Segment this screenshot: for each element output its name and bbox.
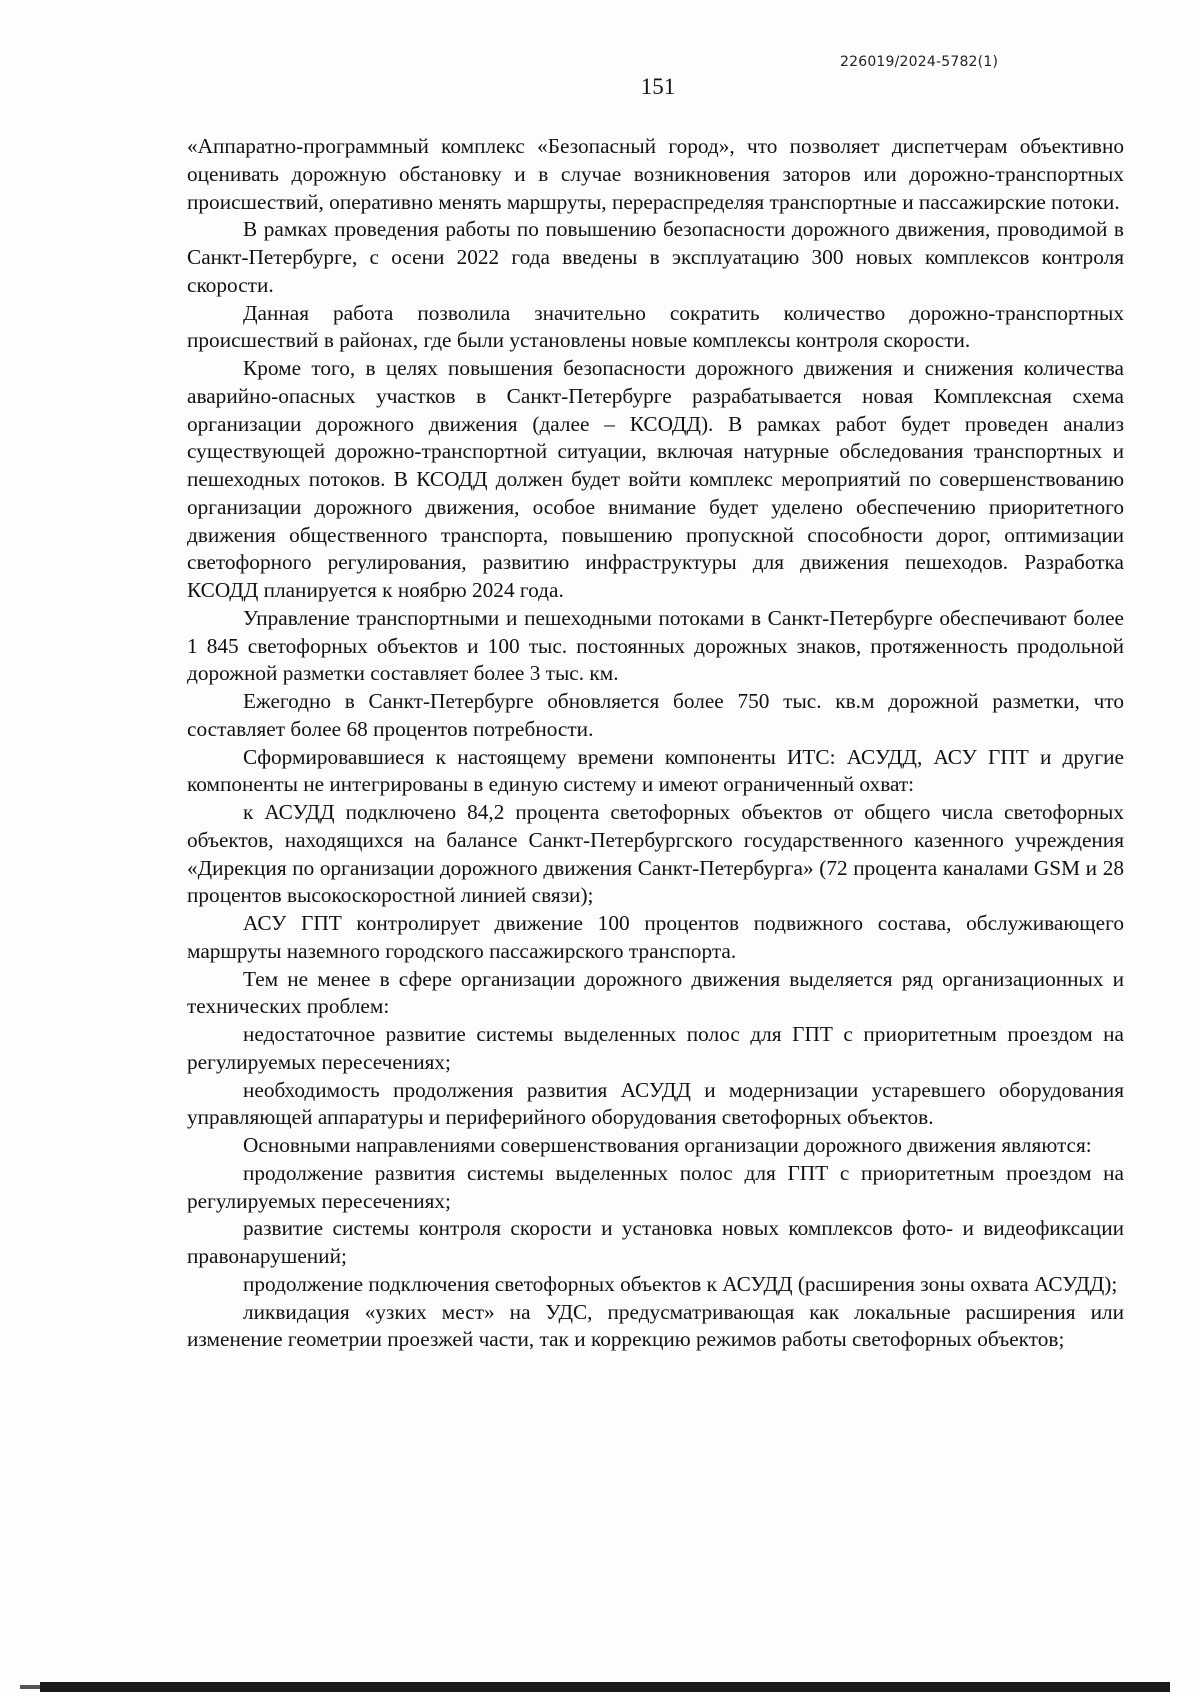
paragraph: Управление транспортными и пешеходными потоками в Санкт-Петербурге обеспечивают более 1 845 светофорных объектов и 100 тыс. постоянных дорожных знаков, протяженность продольной дорожной разметки составляет более 3 тыс. км.	[187, 605, 1124, 686]
list-item: АСУ ГПТ контролирует движение 100 процентов подвижного состава, обслуживающего маршруты наземного городского пассажирского транспорта.	[187, 911, 1124, 963]
list-item: недостаточное развитие системы выделенных полос для ГПТ с приоритетным проездом на регулируемых пересечениях;	[187, 1022, 1124, 1074]
paragraph: «Аппаратно-программный комплекс «Безопасный город», что позволяет диспетчерам объективно оценивать дорожную обстановку и в случае возникновения заторов или дорожно-транспортных происшествий, оперативно менять маршруты, перераспределяя транспортные и пассажирские потоки.	[187, 134, 1124, 214]
list-item: необходимость продолжения развития АСУДД и модернизации устаревшего оборудования управляющей аппаратуры и периферийного оборудования светофорных объектов.	[187, 1077, 1124, 1130]
paragraph: Основными направлениями совершенствования организации дорожного движения являются:	[243, 1133, 1092, 1157]
list-item: продолжение подключения светофорных объектов к АСУДД (расширения зоны охвата АСУДД);	[243, 1271, 1118, 1296]
document-body	[187, 133, 1124, 1354]
paragraph: Сформировавшиеся к настоящему времени компоненты ИТС: АСУДД, АСУ ГПТ и другие компоненты не интегрированы в единую систему и имеют ограниченный охват:	[187, 744, 1124, 797]
paragraph: Кроме того, в целях повышения безопасности дорожного движения и снижения количества аварийно-опасных участков в Санкт-Петербурге разрабатывается новая Комплексная схема организации дорожного движения (далее – КСОДД). В рамках работ будет проведен анализ существующей дорожно-транспортной ситуации, включая натурные обследования транспортных и пешеходных потоков. В КСОДД должен будет войти комплекс мероприятий по совершенствованию организации дорожного движения, особое внимание будет уделено обеспечению приоритетного движения общественного транспорта, повышению пропускной способности дорог, оптимизации светофорного регулирования, развитию инфраструктуры для движения пешеходов. Разработка КСОДД планируется к ноябрю 2024 года.	[187, 356, 1124, 602]
paragraph: Данная работа позволила значительно сократить количество дорожно-транспортных происшествий в районах, где были установлены новые комплексы контроля скорости.	[187, 300, 1124, 353]
paragraph: Тем не менее в сфере организации дорожного движения выделяется ряд организационных и технических проблем:	[187, 966, 1124, 1019]
document-registration-number: 226019/2024-5782(1)	[840, 54, 999, 70]
list-item: развитие системы контроля скорости и установка новых комплексов фото- и видеофиксации правонарушений;	[187, 1216, 1124, 1268]
list-item: продолжение развития системы выделенных полос для ГПТ с приоритетным проездом на регулируемых пересечениях;	[187, 1160, 1124, 1213]
paragraph: В рамках проведения работы по повышению безопасности дорожного движения, проводимой в Санкт-Петербурге, с осени 2022 года введены в эксплуатацию 300 новых комплексов контроля скорости.	[187, 217, 1124, 297]
scan-edge-bar	[40, 1682, 1170, 1692]
list-item: ликвидация «узких мест» на УДС, предусматривающая как локальные расширения или изменение геометрии проезжей части, так и коррекцию режимов работы светофорных объектов;	[187, 1299, 1124, 1352]
paragraph: Ежегодно в Санкт-Петербурге обновляется более 750 тыс. кв.м дорожной разметки, что составляет более 68 процентов потребности.	[187, 689, 1124, 741]
page-number: 151	[640, 74, 676, 99]
list-item: к АСУДД подключено 84,2 процента светофорных объектов от общего числа светофорных объектов, находящихся на балансе Санкт-Петербургского государственного казенного учреждения «Дирекция по организации дорожного движения Санкт-Петербурга» (72 процента каналами GSM и 28 процентов высокоскоростной линией связи);	[187, 800, 1124, 908]
